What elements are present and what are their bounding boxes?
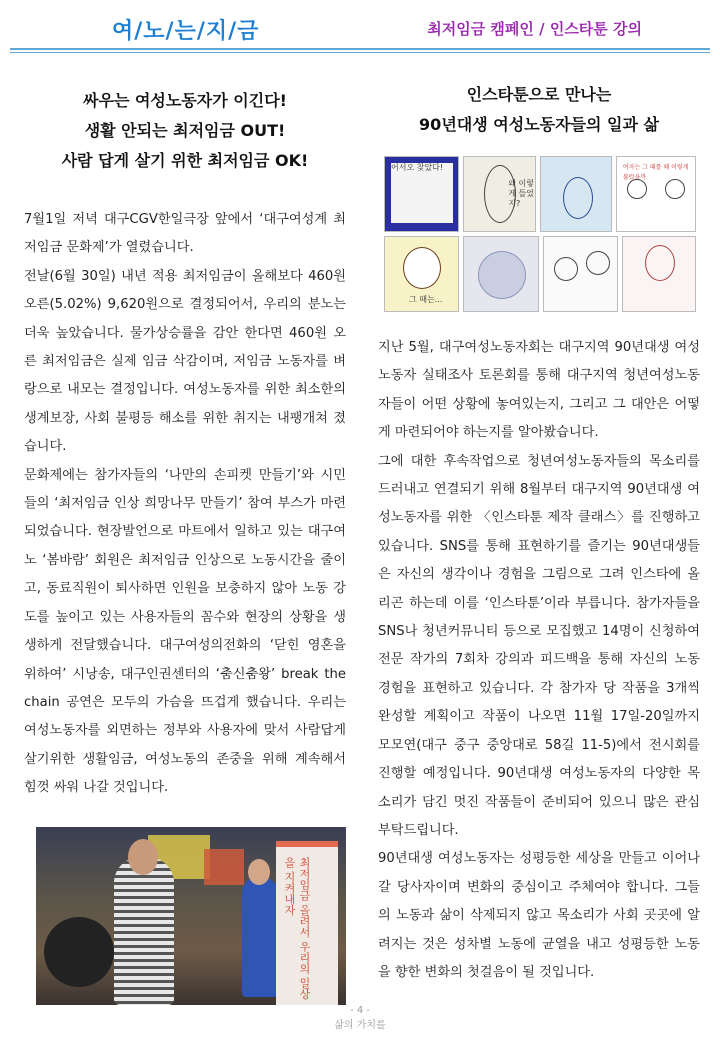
paragraph: 지난 5월, 대구여성노동자회는 대구지역 90년대생 여성노동자 실태조사 토론회를 통해 대구지역 청년여성노동자들이 어떤 상황에 놓여있는지, 그리고 그 대안은 어떻게 마련되어야 하는지를 알아봤습니다. xyxy=(378,340,700,441)
headline-line: 싸우는 여성노동자가 이긴다! xyxy=(83,91,287,110)
instatoon-thumbnail xyxy=(543,236,618,312)
banner-text: 최저임금 올려서 우리의 일상을 지켜내자 xyxy=(283,856,311,1000)
instatoon-thumbnail xyxy=(616,156,696,232)
toon-text: 왜 이렇게 들었지? xyxy=(508,179,534,208)
paragraph: 90년대생 여성노동자는 성평등한 세상을 만들고 이어나갈 당사자이며 변화의 중심이고 주체여야 합니다. 그들의 노동과 삶이 삭제되지 않고 목소리가 사회 곳곳에 알려지는 것은 성차별 노동에 균열을 내고 성평등한 노동을 향한 변화의 첫걸음이 될 것입니다. xyxy=(378,851,700,980)
photo-scooter xyxy=(44,917,114,987)
article-body xyxy=(24,206,346,803)
left-column xyxy=(24,60,346,1005)
instatoon-thumbnail xyxy=(384,156,459,232)
instatoon-thumbnail xyxy=(622,236,696,312)
section-subtitle: 최저임금 캠페인 / 인스타툰 강의 xyxy=(427,20,642,38)
photo-banner xyxy=(276,841,338,1005)
article-headline-instatoon xyxy=(378,80,700,140)
instatoon-thumbnail xyxy=(384,236,459,312)
instatoon-thumbnail xyxy=(463,236,538,312)
instatoon-thumbnail xyxy=(463,156,535,232)
photo-speaker xyxy=(114,857,174,1005)
toon-text: 어서오 찾았다! xyxy=(391,163,444,172)
paragraph: 전날(6월 30일) 내년 적용 최저임금이 올해보다 460원 오른(5.02%) 9,620원으로 결정되어서, 우리의 분노는 더욱 높았습니다. 물가상승률을 감안 한다면 460원 오른 최저임금은 실제 임금 삭감이며, 저임금 노동자를 벼랑으로 내모는 결정입니다. 여성노동자를 위한 최소한의 생계보장, 사회 불평등 해소를 위한 취지는 내팽개쳐 졌습니다. xyxy=(24,268,346,455)
photo-participant xyxy=(242,877,278,997)
instatoon-thumbnail xyxy=(540,156,612,232)
photo-speaker-head xyxy=(128,839,158,875)
headline-line: 인스타툰으로 만나는 xyxy=(466,85,612,104)
header-divider xyxy=(10,48,710,50)
toon-text: 여자는 그 때를 왜 이렇게 불렀을까 xyxy=(622,164,689,181)
article-body xyxy=(378,334,700,987)
headline-line: 90년대생 여성노동자들의 일과 삶 xyxy=(419,115,659,134)
right-column xyxy=(378,60,700,987)
toon-text: 그 때는... xyxy=(409,295,443,304)
rally-photo xyxy=(36,827,346,1005)
section-title: 여/노/는/지/금 xyxy=(112,19,260,44)
page-header xyxy=(0,0,720,60)
photo-sign xyxy=(204,849,244,885)
headline-line: 생활 안되는 최저임금 OUT! xyxy=(84,121,286,140)
photo-participant-head xyxy=(248,859,270,885)
header-divider-thin xyxy=(10,52,710,53)
instatoon-collage xyxy=(384,156,696,312)
headline-line: 사람 답게 살기 위한 최저임금 OK! xyxy=(61,151,309,170)
page-number: - 4 - xyxy=(350,1005,370,1016)
paragraph: 문화제에는 참가자들의 ‘나만의 손피켓 만들기’와 시민들의 ‘최저임금 인상 희망나무 만들기’ 참여 부스가 마련 되었습니다. 현장발언으로 마트에서 일하고 있는 대구여노 ‘봄바람’ 회원은 최저임금 인상으로 노동시간을 줄이고, 동료직원이 퇴사하면 인원을 보충하지 않아 노동 강도를 높이고 있는 사용자들의 꼼수와 현장의 상황을 생생하게 전달했습니다. 대구여성의전화의 ‘닫힌 영혼을 위하여’ 시낭송, 대구인권센터의 ‘춤신춤왕’ break the chain 공연은 모두의 가슴을 뜨겁게 했습니다. 우리는 여성노동자를 외면하는 정부와 사용자에 맞서 사람답게 살기위한 생활임금, 여성노동의 존중을 위해 계속해서 힘껏 싸워 나갈 것입니다. xyxy=(24,467,346,796)
article-headline-minimum-wage xyxy=(24,86,346,176)
paragraph: 그에 대한 후속작업으로 청년여성노동자들의 목소리를 드러내고 연결되기 위해 8월부터 대구지역 90년대생 여성노동자를 위한 〈인스타툰 제작 클래스〉를 진행하고 있습니다. SNS를 통해 표현하기를 즐기는 90년대생들은 자신의 생각이나 경험을 그림으로 그려 인스타에 올리곤 하는데 이를 ‘인스타툰’이라 부릅니다. 참가자들을 SNS나 청년커뮤니티 등으로 모집했고 14명이 신청하여 전문 작가의 7회차 강의과 피드백을 통해 자신의 노동 경험을 표현하고 있습니다. 각 참가자 당 작품을 3개씩 완성할 계획이고 작품이 나오면 11월 17일-20일까지 모모연(대구 중구 중앙대로 58길 11-5)에서 전시회를 진행할 예정입니다. 90년대생 여성노동자의 다양한 목소리가 담긴 멋진 작품들이 준비되어 있으니 많은 관심 부탁드립니다. xyxy=(378,453,700,838)
paragraph: 7월1일 저녁 대구CGV한일극장 앞에서 ‘대구여성계 최저임금 문화제’가 열렸습니다. xyxy=(24,212,346,256)
publication-name: 삶의 가치를 xyxy=(334,1020,386,1031)
